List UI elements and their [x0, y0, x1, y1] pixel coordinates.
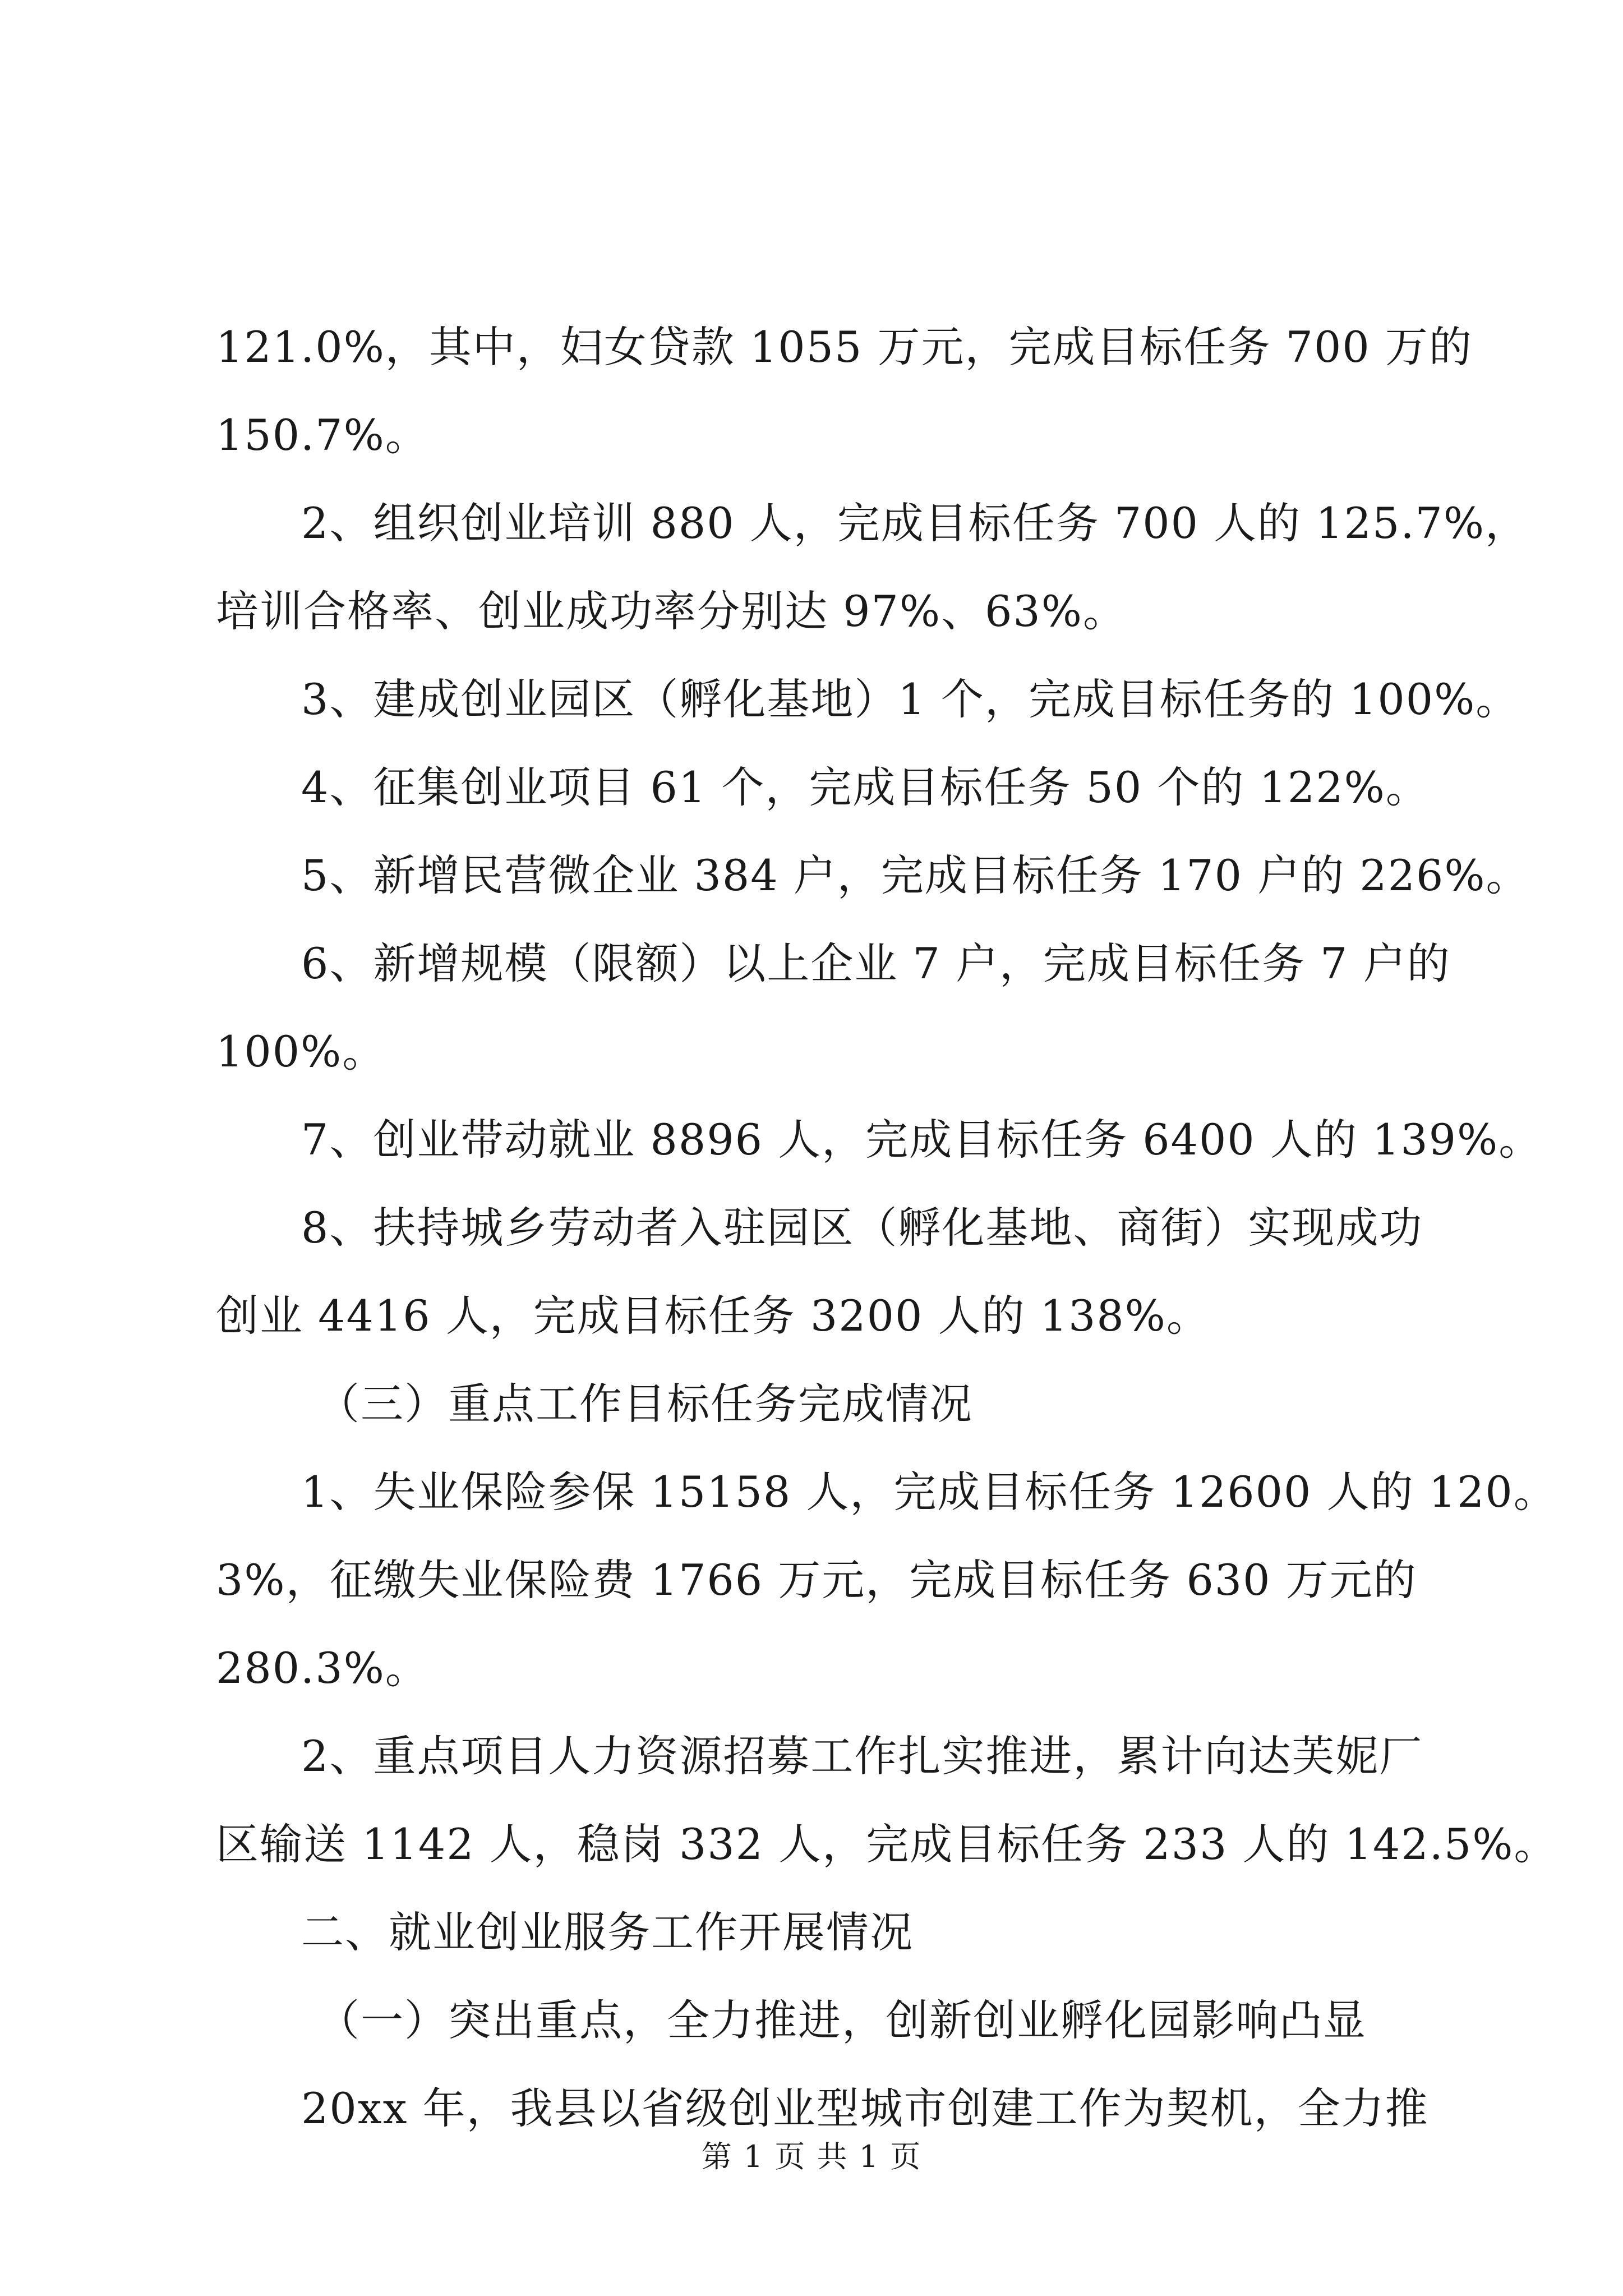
paragraph-line: 3、建成创业园区（孵化基地）1 个，完成目标任务的 100%。 — [301, 674, 1520, 724]
paragraph-line: 20xx 年，我县以省级创业型城市创建工作为契机，全力推 — [301, 2083, 1429, 2133]
paragraph-line: 3%，征缴失业保险费 1766 万元，完成目标任务 630 万元的 — [216, 1555, 1417, 1605]
paragraph-line: 4、征集创业项目 61 个，完成目标任务 50 个的 122%。 — [301, 762, 1430, 812]
paragraph-line: 创业 4416 人，完成目标任务 3200 人的 138%。 — [216, 1291, 1210, 1341]
paragraph-line: 121.0%，其中，妇女贷款 1055 万元，完成目标任务 700 万的 — [216, 322, 1473, 372]
paragraph-line: 280.3%。 — [216, 1643, 429, 1693]
section-heading: （一）突出重点，全力推进，创新创业孵化园影响凸显 — [317, 1995, 1367, 2045]
document-body — [216, 303, 1558, 2152]
section-heading: （三）重点工作目标任务完成情况 — [317, 1379, 973, 1429]
paragraph-line: 2、组织创业培训 880 人，完成目标任务 700 人的 125.7%， — [301, 498, 1529, 548]
page-footer: 第 1 页 共 1 页 — [701, 2139, 922, 2174]
paragraph-line: 区输送 1142 人，稳岗 332 人，完成目标任务 233 人的 142.5%。 — [216, 1819, 1558, 1869]
paragraph-line: 5、新增民营微企业 384 户，完成目标任务 170 户的 226%。 — [301, 850, 1530, 900]
section-heading: 二、就业创业服务工作开展情况 — [301, 1907, 914, 1957]
paragraph-line: 培训合格率、创业成功率分别达 97%、63%。 — [216, 586, 1127, 636]
paragraph-line: 1、失业保险参保 15158 人，完成目标任务 12600 人的 120。 — [301, 1467, 1557, 1517]
paragraph-line: 7、创业带动就业 8896 人，完成目标任务 6400 人的 139%。 — [301, 1115, 1543, 1165]
paragraph-line: 100%。 — [216, 1027, 386, 1076]
paragraph-line: 2、重点项目人力资源招募工作扎实推进，累计向达芙妮厂 — [301, 1731, 1423, 1781]
paragraph-line: 150.7%。 — [216, 410, 429, 460]
paragraph-line: 8、扶持城乡劳动者入驻园区（孵化基地、商街）实现成功 — [301, 1203, 1423, 1253]
paragraph-line: 6、新增规模（限额）以上企业 7 户，完成目标任务 7 户的 — [301, 938, 1451, 988]
